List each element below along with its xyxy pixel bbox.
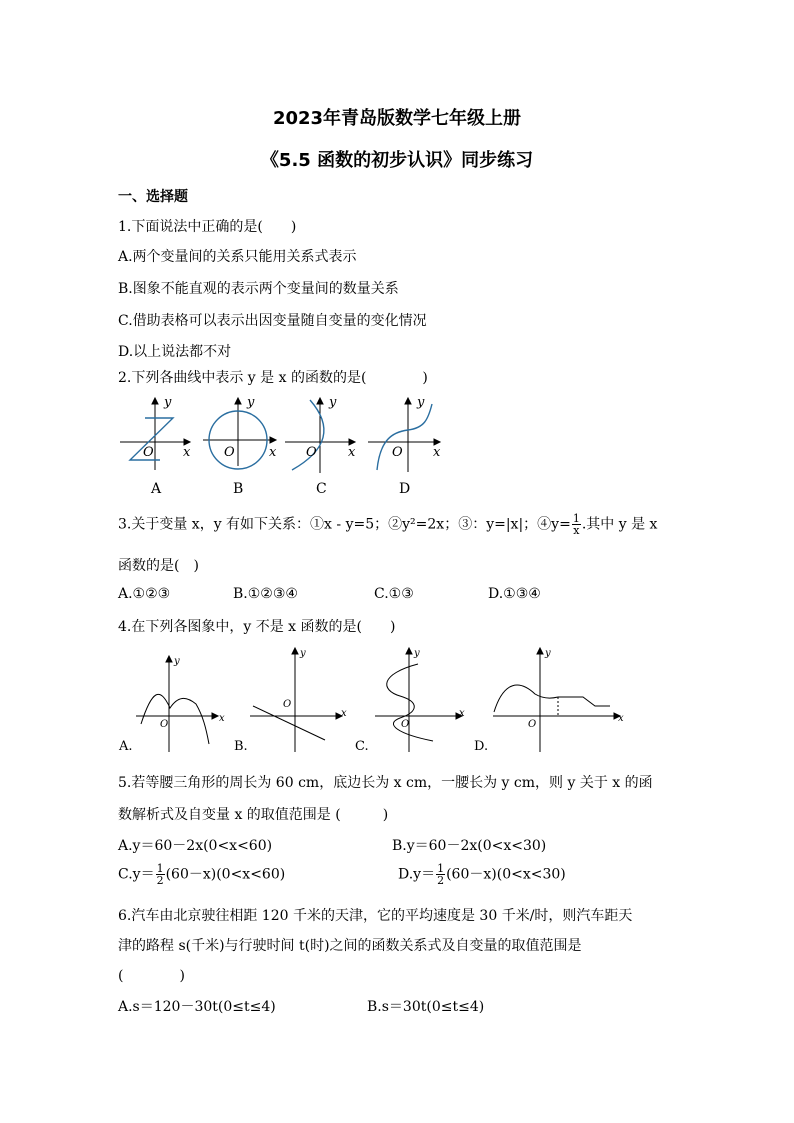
q1-option-c: C.借助表格可以表示出因变量随自变量的变化情况	[118, 313, 427, 329]
q2-c-origin: O	[306, 445, 317, 460]
q4-label-c: C.	[355, 739, 369, 754]
q4-c-x-label: x	[459, 708, 465, 719]
q4-label-b: B.	[234, 739, 248, 754]
q2-graph-label-d: D	[399, 481, 411, 497]
q1-option-d: D.以上说法都不对	[118, 344, 232, 360]
q3-option-d: D.①③④	[488, 586, 541, 602]
q2-a-origin: O	[143, 445, 154, 460]
q5-optc-fraction	[156, 863, 165, 886]
q5-optc-pre: C.y＝	[118, 866, 155, 883]
q3-frac-num: 1	[572, 512, 580, 525]
q4-d-origin: O	[528, 719, 537, 730]
q4-b-origin: O	[283, 699, 292, 710]
q1-stem: 1.下面说法中正确的是( )	[118, 219, 297, 235]
q3-frac-den: x	[573, 524, 580, 537]
q3-stem-a: 3.关于变量 x，y 有如下关系：①x - y=5；②y²=2x；③：y=|x|；④y=	[118, 516, 571, 533]
q6-stem-c: ( )	[118, 968, 185, 984]
q2-a-y-label: y	[164, 395, 172, 410]
q4-label-a: A.	[119, 739, 133, 754]
q4-b-x-label: x	[341, 708, 347, 719]
q2-d-x-label: x	[433, 445, 441, 460]
q5-option-b: B.y＝60－2x(0<x<30)	[392, 838, 547, 854]
q3-option-c: C.①③	[374, 586, 414, 602]
q5-optc-post: (60－x)(0<x<60)	[165, 866, 286, 883]
q4-a-origin: O	[160, 719, 169, 730]
q2-d-origin: O	[392, 445, 403, 460]
q5-option-c	[118, 863, 285, 886]
page-title: 2023年青岛版数学七年级上册	[272, 108, 522, 129]
q2-graph-label-c: C	[316, 481, 327, 497]
q1-option-a: A.两个变量间的关系只能用关系式表示	[118, 249, 357, 265]
q4-label-d: D.	[474, 739, 489, 754]
q2-a-x-label: x	[183, 445, 191, 460]
q4-d-y-label: y	[545, 648, 551, 659]
q3-option-a: A.①②③	[118, 586, 171, 602]
q2-graph-label-b: B	[233, 481, 244, 497]
q3-stem-c: 函数的是( )	[118, 558, 199, 574]
q4-a-y-label: y	[174, 656, 180, 667]
q2-graph-label-a: A	[151, 481, 162, 497]
q5-optc-frac-num: 1	[156, 862, 164, 875]
page-subtitle: 《5.5 函数的初步认识》同步练习	[260, 150, 534, 171]
q3-stem-b: .其中 y 是 x	[581, 516, 658, 533]
q5-optd-frac-den: 2	[437, 874, 445, 887]
q2-b-origin: O	[224, 445, 235, 460]
q4-b-y-label: y	[300, 648, 306, 659]
section-heading: 一、选择题	[118, 189, 188, 205]
q3-option-b: B.①②③④	[233, 586, 298, 602]
q4-stem: 4.在下列各图象中，y 不是 x 函数的是( )	[118, 619, 396, 635]
q2-b-y-label: y	[247, 395, 255, 410]
q4-c-y-label: y	[414, 648, 420, 659]
q2-stem: 2.下列各曲线中表示 y 是 x 的函数的是( )	[118, 370, 428, 386]
q6-stem-a: 6.汽车由北京驶往相距 120 千米的天津，它的平均速度是 30 千米/时，则汽车距天	[118, 908, 633, 924]
q4-a-x-label: x	[219, 713, 225, 724]
q5-optd-post: (60－x)(0<x<30)	[446, 866, 566, 883]
q6-option-a: A.s＝120－30t(0≤t≤4)	[118, 999, 276, 1015]
q5-optd-frac-num: 1	[437, 862, 445, 875]
q2-c-x-label: x	[348, 445, 356, 460]
q2-d-y-label: y	[417, 395, 425, 410]
q4-c-origin: O	[401, 719, 410, 730]
q1-option-b: B.图象不能直观的表示两个变量间的数量关系	[118, 281, 399, 297]
q6-stem-b: 津的路程 s(千米)与行驶时间 t(时)之间的函数关系式及自变量的取值范围是	[118, 938, 582, 954]
q5-optc-frac-den: 2	[156, 874, 164, 887]
q2-b-x-label: x	[269, 445, 277, 460]
q5-option-d	[398, 863, 566, 886]
q2-c-y-label: y	[329, 395, 337, 410]
q5-stem-a: 5.若等腰三角形的周长为 60 cm，底边长为 x cm，一腰长为 y cm，则 y 关于 x 的函	[118, 775, 653, 791]
q5-optd-pre: D.y＝	[398, 866, 436, 883]
q4-d-x-label: x	[618, 713, 624, 724]
q5-optd-fraction	[436, 863, 445, 886]
q6-option-b: B.s＝30t(0≤t≤4)	[367, 999, 485, 1015]
q5-stem-b: 数解析式及自变量 x 的取值范围是 ( )	[118, 807, 389, 823]
q5-option-a: A.y＝60－2x(0<x<60)	[118, 838, 273, 854]
